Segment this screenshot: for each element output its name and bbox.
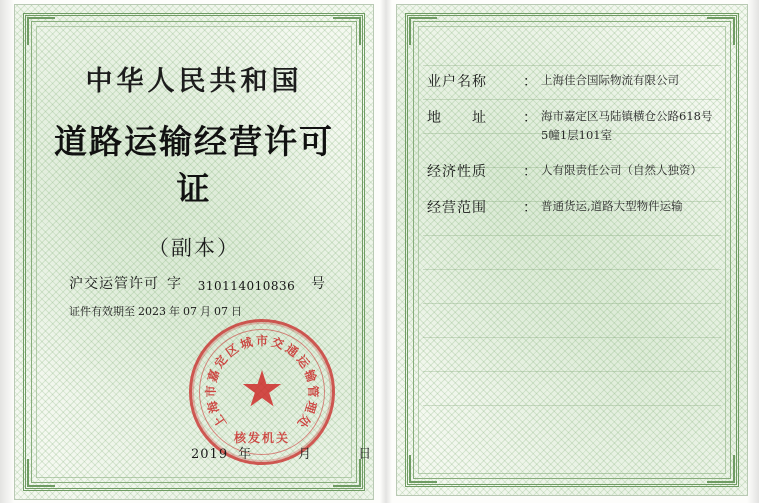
field-label-economic-nature: 经济性质 — [427, 163, 487, 180]
seal-arc-char: 输 — [301, 367, 319, 384]
seal-bottom-text: 核发机关 — [233, 431, 290, 445]
validity-label: 证件有效期至 — [69, 305, 135, 318]
license-number-prefix: 沪交运管许可 — [69, 276, 159, 292]
document-title: 道路运输经营许可证 — [54, 122, 334, 208]
left-page-content — [41, 31, 373, 473]
validity-month: 07 — [183, 305, 197, 318]
left-edge-shadow — [0, 0, 14, 503]
field-label-business-name: 业户名称 — [427, 74, 487, 90]
certificate-right-page — [396, 4, 748, 496]
field-value-business-scope: 普通货运,道路大型物件运输 — [541, 198, 683, 213]
issue-date-day-unit: 日 — [358, 447, 373, 462]
page-crease — [380, 0, 392, 503]
field-value-business-name: 上海佳合国际物流有限公司 — [541, 73, 679, 87]
issue-date-month-unit: 月 — [298, 447, 313, 462]
seal-arc-char: 处 — [294, 412, 313, 431]
issue-date-year-unit: 年 — [238, 447, 253, 462]
right-page-content — [427, 35, 717, 465]
validity-day: 07 — [214, 305, 228, 318]
validity-row — [69, 303, 331, 319]
seal-arc-char: 理 — [302, 399, 320, 415]
validity-day-unit: 日 — [231, 305, 242, 318]
seal-arc-char: 市 — [256, 334, 269, 348]
validity-year-unit: 年 — [169, 305, 180, 318]
seal-arc-char: 上 — [211, 412, 230, 431]
validity-month-unit: 月 — [200, 305, 211, 318]
field-value-address: 海市嘉定区马陆镇横仓公路618号5幢1层101室 — [541, 109, 713, 142]
field-row — [427, 161, 717, 181]
seal-arc-char: 区 — [223, 341, 242, 360]
document-subtitle: （副本） — [148, 236, 240, 260]
license-number-value: 310114010836 — [197, 279, 296, 293]
issue-date-row — [191, 443, 382, 462]
field-label-business-scope: 经营范围 — [427, 199, 487, 216]
seal-arc-char: 运 — [293, 352, 313, 371]
seal-arc-char: 管 — [305, 385, 321, 398]
certificate-left-page — [14, 4, 374, 500]
field-colon-business-scope: ： — [523, 199, 537, 216]
seal-arc-char: 海 — [204, 399, 222, 415]
seal-arc-char: 市 — [203, 385, 219, 398]
field-row — [427, 107, 717, 145]
validity-year: 2023 — [138, 305, 166, 318]
field-colon-economic-nature: ： — [523, 163, 537, 180]
field-colon-address: ： — [523, 110, 537, 126]
license-number-suffix: 号 — [311, 276, 325, 292]
country-title: 中华人民共和国 — [85, 66, 303, 97]
issue-date-year: 2019 — [191, 447, 229, 462]
license-number-row — [69, 273, 325, 293]
field-value-economic-nature: 人有限责任公司（自然人独资） — [541, 162, 702, 177]
field-label-address: 地 址 — [427, 110, 487, 126]
seal-arc-char: 通 — [282, 341, 301, 360]
seal-arc-char: 城 — [238, 334, 255, 352]
seal-arc-char: 嘉 — [205, 367, 223, 384]
field-row — [427, 197, 717, 217]
right-edge-shadow — [747, 0, 759, 503]
seal-arc-char: 交 — [269, 334, 286, 352]
license-number-char-label: 字 — [167, 276, 182, 292]
field-colon-business-name: ： — [523, 74, 537, 90]
field-row — [427, 71, 717, 91]
seal-arc-char: 定 — [211, 352, 231, 371]
